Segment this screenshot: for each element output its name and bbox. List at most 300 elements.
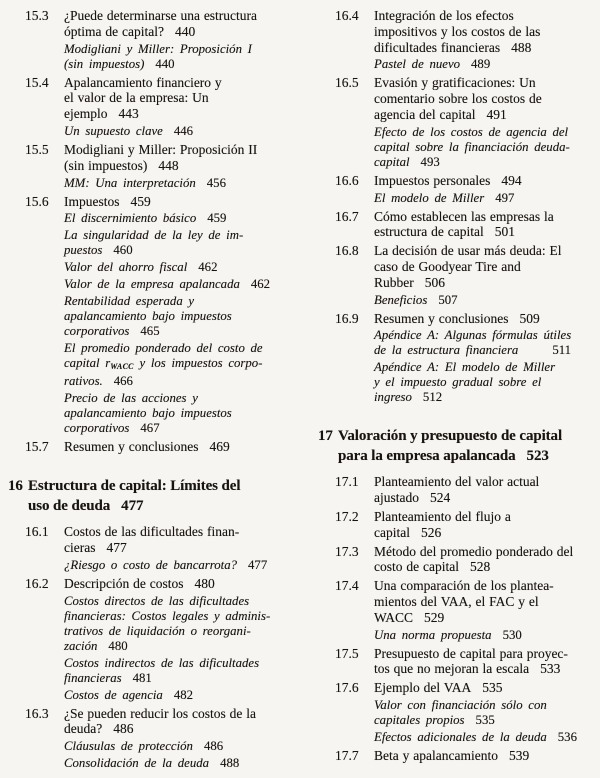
entry-line — [64, 75, 302, 91]
entry-line-text: comentario sobre los costos de — [374, 91, 542, 107]
entry-line — [64, 558, 302, 573]
page-number: 497 — [495, 190, 515, 205]
page-number: 466 — [113, 374, 133, 389]
toc-sub-entry — [8, 42, 302, 72]
entry-line — [374, 490, 600, 506]
entry-line-text: El promedio ponderado del costo de — [64, 341, 263, 356]
entry-text — [318, 474, 600, 506]
page-number: 530 — [502, 627, 522, 642]
entry-line-text: Valor de la empresa apalancada — [64, 277, 240, 292]
entry-text — [8, 124, 302, 139]
toc-section-entry — [318, 173, 600, 189]
entry-line — [64, 524, 302, 540]
chapter-number: 17 — [318, 428, 333, 445]
page-number: 481 — [132, 670, 152, 685]
entry-line-text: mientos del VAA, el FAC y el — [374, 593, 539, 609]
entry-line-text: La decisión de usar más deuda: El — [374, 243, 562, 259]
page-number: 486 — [113, 721, 134, 737]
entry-line — [374, 525, 600, 541]
page-number: 523 — [526, 447, 549, 464]
entry-line-text: Valor del ahorro fiscal — [64, 260, 188, 275]
entry-line-text: ¿Se pueden reducir los costos de la — [64, 705, 256, 721]
toc-sub-entry — [318, 57, 600, 72]
entry-text — [318, 578, 600, 625]
page-number: 528 — [469, 559, 491, 575]
entry-line-text: ¿Puede determinarse una estructura — [64, 8, 258, 23]
section-number: 16.9 — [335, 310, 359, 326]
page-number: 469 — [209, 439, 230, 455]
entry-line-text: zación — [64, 638, 98, 653]
entry-line — [374, 243, 600, 259]
page-number: 459 — [130, 193, 151, 209]
entry-line-text: Precio de las acciones y — [64, 391, 198, 406]
section-number: 16.8 — [335, 243, 359, 259]
entry-line-text: ingreso — [374, 390, 412, 405]
entry-line — [374, 748, 600, 764]
entry-line-text: de la estructura financiera — [374, 343, 519, 358]
page-number: 486 — [203, 739, 224, 754]
entry-line-text: dificultades financieras — [374, 39, 501, 55]
toc-section-entry — [8, 75, 302, 122]
entry-line — [64, 624, 302, 639]
entry-line-text: Planteamiento del valor actual — [374, 474, 540, 490]
entry-line — [374, 610, 600, 626]
entry-line — [374, 390, 600, 405]
toc-sub-entry — [318, 125, 600, 170]
section-number: 16.1 — [25, 524, 49, 540]
section-number: 15.4 — [25, 74, 49, 90]
entry-text — [8, 176, 302, 191]
toc-section-entry — [8, 8, 302, 40]
entry-line — [374, 544, 600, 560]
entry-line — [64, 42, 302, 57]
entry-line-text: Pastel de nuevo — [374, 57, 461, 72]
entry-line-text: caso de Goodyear Tire and — [374, 258, 521, 274]
entry-line — [374, 24, 600, 40]
entry-line-text: Cómo establecen las empresas la — [374, 208, 554, 224]
entry-line-text: Beta y apalancamiento — [374, 747, 498, 763]
entry-line — [64, 90, 302, 106]
entry-line-text: Evasión y gratificaciones: Un — [374, 75, 536, 91]
entry-line — [64, 609, 302, 624]
toc-sub-entry — [8, 211, 302, 226]
entry-line-text: Rubber — [374, 274, 414, 290]
page-number: 539 — [508, 747, 530, 763]
toc-section-entry — [318, 243, 600, 290]
section-number: 15.5 — [25, 141, 49, 157]
entry-text — [318, 544, 600, 576]
entry-text — [318, 680, 600, 696]
entry-line-text: Integración de los efectos — [374, 8, 514, 23]
page-number: 488 — [220, 756, 240, 771]
section-number: 16.3 — [25, 705, 49, 721]
section-number: 16.7 — [335, 208, 359, 224]
entry-line — [64, 211, 302, 226]
toc-sub-entry — [8, 739, 302, 754]
entry-line — [64, 8, 302, 24]
entry-line-text: Impuestos — [64, 193, 120, 209]
entry-line-text: Una comparación de los plantea- — [374, 578, 554, 594]
toc-section-entry — [318, 544, 600, 576]
entry-line-text: (sin impuestos) — [64, 157, 148, 173]
entry-line-text: financieras: Costos legales y adminis- — [64, 608, 271, 623]
section-number: 17.6 — [335, 680, 359, 696]
entry-line — [374, 293, 600, 308]
entry-line-text: Estructura de capital: Límites del — [28, 478, 241, 495]
page-number: 462 — [250, 277, 271, 292]
entry-line-text: Una norma propuesta — [374, 627, 492, 642]
entry-line-text: MM: Una interpretación — [64, 175, 196, 190]
entry-line-text: Modigliani y Miller: Proposición II — [64, 141, 258, 157]
entry-line-text: deuda? — [64, 721, 103, 737]
entry-line-text: Modigliani y Miller: Proposición I — [64, 41, 252, 56]
toc-sub-entry — [318, 698, 600, 728]
page-number: 535 — [475, 712, 495, 727]
toc-sub-entry — [8, 688, 302, 703]
toc-section-entry — [8, 439, 302, 455]
entry-line-text: Apéndice A: El modelo de Miller — [374, 360, 556, 375]
entry-line — [338, 447, 600, 467]
toc-sub-entry — [8, 558, 302, 573]
section-number: 17.2 — [335, 508, 359, 524]
entry-line — [64, 309, 302, 324]
entry-line — [374, 191, 600, 206]
entry-line-text: capital r — [64, 356, 111, 371]
page-number: 494 — [501, 172, 522, 188]
entry-line — [64, 706, 302, 722]
entry-line — [64, 277, 302, 292]
page-number: 529 — [424, 609, 445, 625]
toc-sub-entry — [8, 391, 302, 436]
toc-sub-entry — [318, 360, 600, 405]
toc-sub-entry — [318, 628, 600, 643]
entry-text — [8, 391, 302, 436]
page-number: 488 — [511, 39, 532, 55]
page-number: 448 — [158, 157, 179, 173]
toc-sub-entry — [8, 124, 302, 139]
entry-line — [374, 57, 600, 72]
page-number: 459 — [207, 211, 227, 226]
entry-line-text: puestos — [64, 243, 103, 258]
entry-line — [64, 228, 302, 243]
entry-line — [64, 243, 302, 258]
entry-text — [318, 243, 600, 290]
entry-line — [374, 40, 600, 56]
entry-text — [318, 427, 600, 466]
entry-line — [64, 756, 302, 771]
entry-text — [8, 211, 302, 226]
toc-section-entry — [318, 8, 600, 55]
entry-line-text: para la empresa apalancada — [338, 447, 516, 464]
entry-line — [64, 656, 302, 671]
entry-line — [64, 158, 302, 174]
entry-text — [8, 277, 302, 292]
entry-line — [64, 106, 302, 122]
section-number: 17.1 — [335, 474, 359, 490]
entry-line-text: El discernimiento básico — [64, 211, 197, 226]
toc-sub-entry — [318, 328, 600, 358]
entry-line — [64, 124, 302, 139]
entry-line-text: ajustado — [374, 490, 419, 506]
section-number: 17.4 — [335, 578, 359, 594]
entry-text — [318, 173, 600, 189]
entry-line — [64, 374, 302, 389]
entry-line-text: Impuestos personales — [374, 172, 491, 188]
entry-line — [64, 721, 302, 737]
entry-line-text: Costos de las dificultades finan- — [64, 524, 240, 540]
entry-text — [8, 260, 302, 275]
entry-line — [374, 91, 600, 107]
entry-line-text: capitales propios — [374, 712, 465, 727]
entry-line-text: Valor con financiación sólo con — [374, 697, 547, 712]
toc-chapter-heading — [8, 477, 302, 516]
toc-sub-entry — [8, 176, 302, 191]
entry-text — [318, 509, 600, 541]
entry-line-text: Presupuesto de capital para proyec- — [374, 645, 568, 661]
toc-sub-entry — [8, 260, 302, 275]
entry-text — [8, 576, 302, 592]
entry-text — [318, 360, 600, 405]
entry-line — [374, 224, 600, 240]
toc-sub-entry — [318, 191, 600, 206]
entry-line — [64, 671, 302, 686]
entry-text — [318, 293, 600, 308]
entry-line — [64, 639, 302, 654]
entry-line — [374, 713, 600, 728]
entry-line — [374, 680, 600, 696]
page-number: 536 — [557, 729, 577, 744]
entry-line — [374, 8, 600, 24]
entry-line-text: costo de capital — [374, 559, 459, 575]
entry-text — [8, 142, 302, 174]
page-number: 465 — [140, 324, 160, 339]
entry-text — [8, 756, 302, 771]
page-number: 511 — [552, 343, 572, 358]
entry-line-text: Costos directos de las dificultades — [64, 593, 250, 608]
entry-line-text: financieras — [64, 670, 122, 685]
entry-line — [374, 125, 600, 140]
entry-line-text: (sin impuestos) — [64, 56, 145, 71]
entry-line — [64, 421, 302, 436]
page-number: 467 — [140, 421, 160, 436]
entry-line — [374, 173, 600, 189]
section-number: 16.4 — [335, 8, 359, 23]
section-number: 17.5 — [335, 645, 359, 661]
page-number: 491 — [486, 106, 507, 122]
entry-line-text: capital — [374, 524, 410, 540]
entry-line-text: Valoración y presupuesto de capital — [338, 428, 563, 445]
entry-text — [318, 311, 600, 327]
entry-line-text: estructura de capital — [374, 224, 484, 240]
page-number: 489 — [471, 57, 491, 72]
entry-text — [8, 228, 302, 258]
page-number: 460 — [113, 243, 133, 258]
entry-text — [8, 477, 302, 516]
page-number: 526 — [420, 524, 442, 540]
page-number: 446 — [173, 123, 194, 138]
entry-line-text: Costos de agencia — [64, 687, 163, 702]
section-number: 16.6 — [335, 172, 359, 188]
entry-line — [374, 140, 600, 155]
toc-section-entry — [318, 509, 600, 541]
page-number: 440 — [155, 56, 175, 71]
entry-line-text: y el impuesto gradual sobre el — [374, 375, 542, 390]
entry-line-text: capital — [374, 154, 410, 169]
entry-text — [8, 294, 302, 339]
entry-line — [64, 341, 302, 356]
page-number: 482 — [173, 687, 194, 702]
entry-line — [64, 142, 302, 158]
entry-line-text: óptima de capital? — [64, 23, 164, 39]
entry-text — [318, 328, 600, 358]
entry-line-text: WACC — [374, 609, 414, 625]
toc-sub-entry — [8, 294, 302, 339]
toc-sub-entry — [318, 730, 600, 745]
entry-line — [374, 594, 600, 610]
entry-line — [374, 628, 600, 643]
entry-line — [374, 328, 600, 343]
entry-line-text: corporativos — [64, 324, 130, 339]
entry-line — [374, 578, 600, 594]
entry-line — [64, 57, 302, 72]
toc-section-entry — [318, 75, 600, 122]
entry-line — [374, 259, 600, 275]
toc-sub-entry — [8, 277, 302, 292]
entry-line-text: impositivos y los costos de las — [374, 23, 541, 39]
entry-line — [374, 209, 600, 225]
page-number: 512 — [422, 390, 443, 405]
page-number: 462 — [198, 260, 218, 275]
entry-line-text: Efectos adicionales de la deuda — [374, 729, 547, 744]
entry-line-text: agencia del capital — [374, 106, 476, 122]
toc-section-entry — [8, 524, 302, 556]
entry-text — [8, 524, 302, 556]
entry-line — [64, 406, 302, 421]
entry-line-text: Resumen y conclusiones — [374, 310, 509, 326]
toc-section-entry — [318, 209, 600, 241]
entry-line — [64, 594, 302, 609]
toc-chapter-heading — [318, 427, 600, 466]
page-number: 477 — [248, 557, 268, 572]
entry-line — [374, 155, 600, 170]
section-number: 15.3 — [25, 8, 49, 23]
entry-line — [374, 474, 600, 490]
entry-line — [374, 275, 600, 291]
entry-line — [64, 391, 302, 406]
entry-text — [318, 8, 600, 55]
toc-sub-entry — [8, 594, 302, 654]
entry-line — [64, 24, 302, 40]
page-number: 477 — [121, 497, 144, 514]
entry-line — [374, 311, 600, 327]
section-number: 15.7 — [25, 439, 49, 455]
entry-line-text: Método del promedio ponderado del — [374, 543, 574, 559]
entry-line-text: Apalancamiento financiero y — [64, 74, 222, 90]
page-number: 535 — [482, 680, 503, 696]
entry-line-text: y los impuestos corpo- — [133, 356, 263, 371]
entry-text — [8, 706, 302, 738]
entry-text — [318, 748, 600, 764]
entry-text — [8, 594, 302, 654]
toc-sub-entry — [8, 756, 302, 771]
toc-sub-entry — [8, 228, 302, 258]
entry-line-text: Resumen y conclusiones — [64, 439, 199, 455]
toc-column-right — [318, 5, 600, 764]
page-number: 506 — [424, 274, 445, 290]
entry-text — [8, 558, 302, 573]
entry-text — [318, 125, 600, 170]
page-number: 501 — [494, 224, 515, 240]
entry-line-text: ¿Riesgo o costo de bancarrota? — [64, 557, 238, 572]
entry-text — [8, 42, 302, 72]
entry-line — [374, 661, 600, 677]
entry-text — [318, 646, 600, 678]
section-number: 16.2 — [25, 575, 49, 591]
entry-text — [8, 739, 302, 754]
page-number: 456 — [206, 175, 226, 190]
toc-section-entry — [8, 142, 302, 174]
entry-line-text: Costos indirectos de las dificultades — [64, 655, 260, 670]
subscript-text: WACC — [110, 362, 134, 372]
toc-sub-entry — [8, 341, 302, 389]
entry-line-text: Ejemplo del VAA — [374, 680, 472, 696]
entry-text — [318, 209, 600, 241]
page-number: 493 — [420, 154, 440, 169]
entry-line-text: corporativos — [64, 421, 130, 436]
entry-line — [64, 260, 302, 275]
entry-text — [318, 628, 600, 643]
entry-text — [318, 57, 600, 72]
page-number: 480 — [194, 575, 215, 591]
page-number: 509 — [519, 310, 540, 326]
toc-section-entry — [8, 706, 302, 738]
entry-line — [64, 176, 302, 191]
section-number: 15.6 — [25, 193, 49, 209]
entry-line — [64, 294, 302, 309]
entry-line — [64, 356, 302, 374]
entry-line-text: La singularidad de la ley de im- — [64, 228, 244, 243]
entry-line-text: El modelo de Miller — [374, 190, 485, 205]
entry-line-text: capital sobre la financiación deuda- — [374, 139, 570, 154]
entry-line — [374, 360, 600, 375]
entry-text — [318, 730, 600, 745]
toc-section-entry — [318, 646, 600, 678]
page-number: 480 — [108, 638, 128, 653]
entry-text — [8, 439, 302, 455]
toc-section-entry — [318, 578, 600, 625]
entry-line-text: Un supuesto clave — [64, 123, 163, 138]
entry-line-text: rativos. — [64, 374, 103, 389]
toc-section-entry — [8, 194, 302, 210]
entry-text — [8, 656, 302, 686]
entry-text — [8, 688, 302, 703]
entry-line — [64, 576, 302, 592]
entry-line-text: cieras — [64, 539, 96, 555]
entry-text — [318, 75, 600, 122]
toc-sub-entry — [8, 656, 302, 686]
chapter-number: 16 — [8, 478, 23, 495]
entry-line-text: uso de deuda — [28, 497, 111, 514]
entry-line-text: Planteamiento del flujo a — [374, 508, 511, 524]
entry-text — [318, 698, 600, 728]
toc-section-entry — [318, 680, 600, 696]
entry-line — [64, 739, 302, 754]
entry-line-text: el valor de la empresa: Un — [64, 90, 209, 106]
entry-line — [374, 375, 600, 390]
entry-line — [64, 688, 302, 703]
page-number: 477 — [106, 539, 127, 555]
toc-column-left — [8, 5, 302, 771]
